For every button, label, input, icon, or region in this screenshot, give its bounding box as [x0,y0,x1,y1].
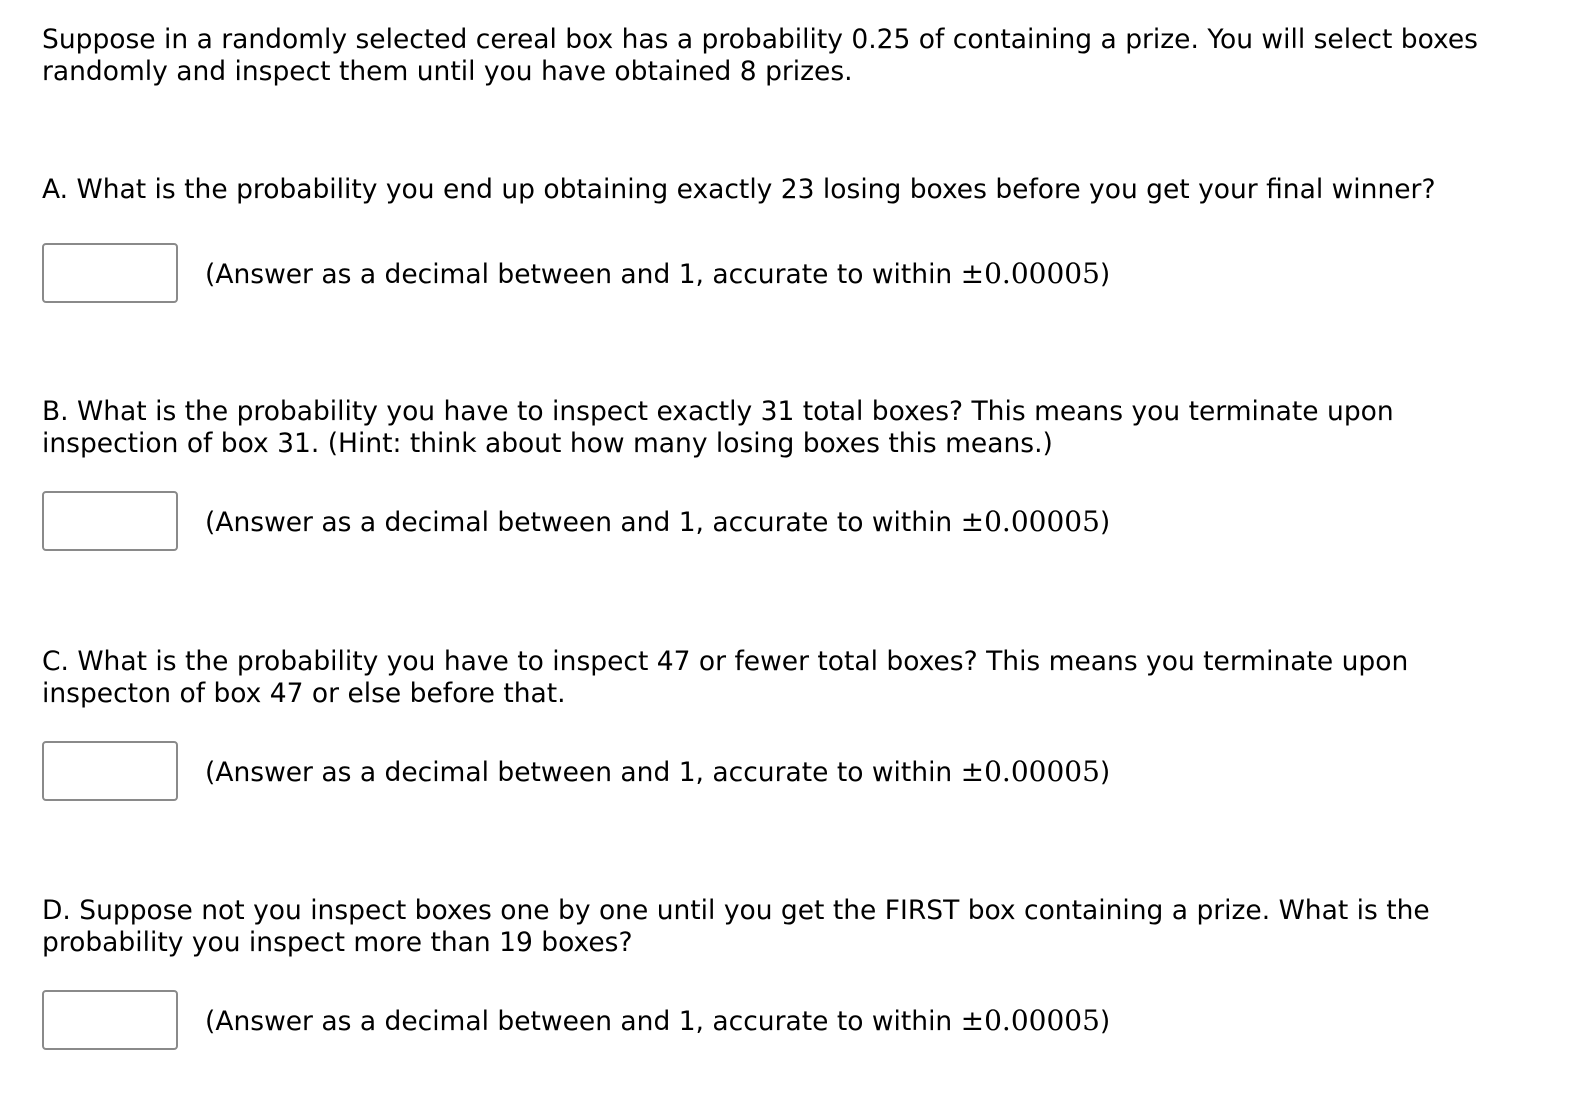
answer-d-input[interactable] [42,990,178,1050]
answer-a-hint [205,257,1110,290]
answer-a-hint-text: (Answer as a decimal between and 1, accurate to within [205,258,961,290]
question-c-line-2: inspecton of box 47 or else before that. [42,678,566,709]
answer-c-hint [205,755,1110,788]
answer-a-tolerance: ±0.00005 [960,256,1100,290]
question-c-line-1: C. What is the probability you have to inspect 47 or fewer total boxes? This means you terminate upon [42,646,1409,677]
problem-page [42,24,1542,1037]
answer-d-hint [205,1004,1110,1037]
intro-line-1: Suppose in a randomly selected cereal box has a probability 0.25 of containing a prize. You will select boxes [42,24,1478,55]
answer-d-hint-text: (Answer as a decimal between and 1, accurate to within [205,1005,961,1037]
answer-a-input[interactable] [42,243,178,303]
answer-b-input[interactable] [42,491,178,551]
answer-a-hint-close: ) [1099,258,1111,290]
question-d-text [42,895,1542,959]
question-a-answer-row [42,242,1110,304]
question-a-text [42,174,1542,206]
answer-d-tolerance: ±0.00005 [960,1003,1100,1037]
question-d-line-1: D. Suppose not you inspect boxes one by one until you get the FIRST box containing a prize. What is the [42,895,1430,926]
answer-c-hint-text: (Answer as a decimal between and 1, accurate to within [205,756,961,788]
question-d [42,895,1542,959]
problem-intro [42,24,1542,88]
answer-b-hint-close: ) [1099,506,1111,538]
question-d-answer-row [42,989,1110,1051]
answer-c-hint-close: ) [1099,756,1111,788]
question-c-answer-row [42,740,1110,802]
answer-b-tolerance: ±0.00005 [960,504,1100,538]
answer-b-hint-text: (Answer as a decimal between and 1, accurate to within [205,506,961,538]
question-d-line-2: probability you inspect more than 19 boxes? [42,927,633,958]
answer-c-tolerance: ±0.00005 [960,754,1100,788]
question-b [42,396,1542,460]
question-b-text [42,396,1542,460]
answer-d-hint-close: ) [1099,1005,1111,1037]
question-b-line-1: B. What is the probability you have to inspect exactly 31 total boxes? This means you terminate upon [42,396,1394,427]
question-c-text [42,646,1542,710]
question-c [42,646,1542,710]
question-a-line-1: A. What is the probability you end up obtaining exactly 23 losing boxes before you get your final winner? [42,174,1436,205]
intro-line-2: randomly and inspect them until you have obtained 8 prizes. [42,56,853,87]
question-b-answer-row [42,490,1110,552]
answer-c-input[interactable] [42,741,178,801]
answer-b-hint [205,505,1110,538]
question-b-line-2: inspection of box 31. (Hint: think about how many losing boxes this means.) [42,428,1053,459]
question-a [42,174,1542,206]
